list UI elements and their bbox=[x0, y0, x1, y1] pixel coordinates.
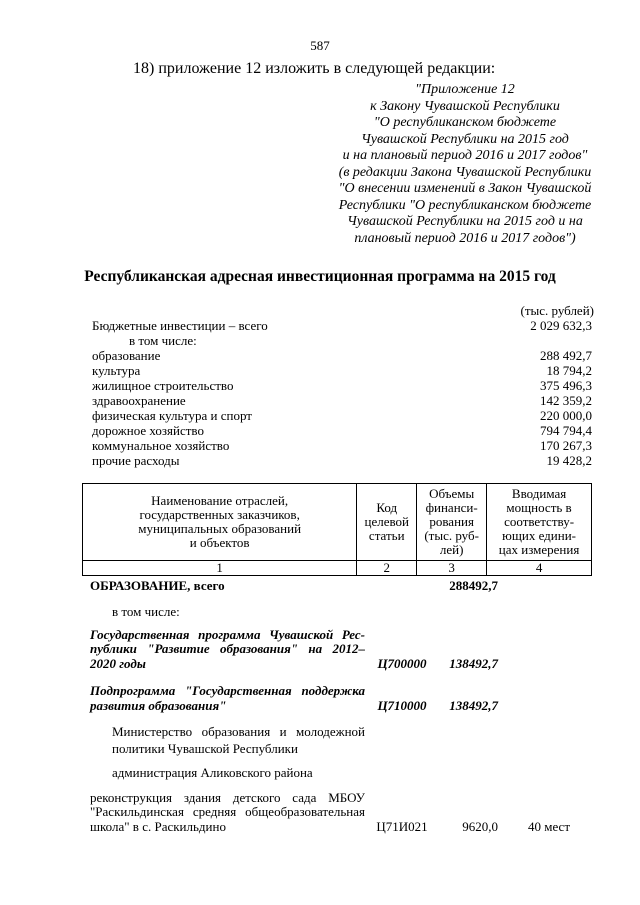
row-name-line: публики "Развитие образования" на 2012– bbox=[90, 641, 365, 656]
amendment-intro: 18) приложение 12 изложить в следующей редакции: bbox=[133, 60, 496, 77]
appendix-line: "О республиканском бюджете bbox=[373, 115, 557, 130]
header-line: рования bbox=[429, 514, 474, 529]
row-name bbox=[112, 723, 365, 757]
summary-row bbox=[92, 408, 592, 423]
summary-label: прочие расходы bbox=[92, 453, 180, 468]
document-title: Республиканская адресная инвестиционная программа на 2015 год bbox=[84, 268, 556, 285]
header-line: Код bbox=[376, 500, 398, 515]
row-code: Ц710000 bbox=[377, 698, 427, 713]
column-number: 4 bbox=[487, 561, 592, 576]
header-line: и объектов bbox=[189, 535, 250, 550]
appendix-line: плановый период 2016 и 2017 годов") bbox=[354, 230, 576, 246]
header-cell-capacity bbox=[487, 484, 592, 561]
summary-label: образование bbox=[92, 348, 161, 363]
summary-value: 375 496,3 bbox=[540, 378, 592, 393]
summary-value: 142 359,2 bbox=[540, 393, 592, 408]
row-name bbox=[90, 628, 365, 672]
summary-value: 288 492,7 bbox=[540, 348, 592, 363]
summary-value: 220 000,0 bbox=[540, 408, 592, 423]
table-header-row bbox=[83, 484, 592, 561]
summary-label: коммунальное хозяйство bbox=[92, 438, 230, 453]
row-amount: 9620,0 bbox=[462, 819, 498, 834]
appendix-line: "О внесении изменений в Закон Чувашской bbox=[338, 181, 592, 196]
row-name bbox=[90, 684, 365, 714]
column-number-row bbox=[83, 561, 592, 576]
summary-row bbox=[92, 438, 592, 453]
row-name-line: политики Чувашской Республики bbox=[112, 741, 298, 756]
summary-value: 2 029 632,3 bbox=[530, 318, 592, 333]
row-name-line: школа" в с. Раскильдино bbox=[90, 819, 226, 834]
appendix-line: и на плановый период 2016 и 2017 годов" bbox=[342, 148, 588, 163]
summary-row bbox=[92, 348, 592, 363]
row-capacity: 40 мест bbox=[527, 819, 571, 834]
header-cell-name bbox=[83, 484, 357, 561]
summary-row bbox=[92, 378, 592, 393]
header-line: Наименование отраслей, bbox=[151, 493, 289, 508]
units-note: (тыс. рублей) bbox=[520, 303, 594, 318]
row-code: Ц71И021 bbox=[376, 819, 428, 834]
header-line: финанси- bbox=[425, 500, 478, 515]
investment-table-header bbox=[82, 483, 592, 576]
row-name-line: Министерство образования и молодежной bbox=[112, 724, 365, 739]
header-line: статьи bbox=[368, 528, 405, 543]
header-cell-code bbox=[357, 484, 417, 561]
row-amount: 138492,7 bbox=[449, 656, 498, 671]
row-amount: 288492,7 bbox=[449, 578, 498, 593]
header-line: ющих едини- bbox=[502, 528, 576, 543]
header-line: (тыс. руб- bbox=[424, 528, 479, 543]
row-name-line: Подпрограмма "Государственная поддержка bbox=[90, 683, 365, 698]
row-name-line: "Раскильдинская средняя общеобразовательная bbox=[90, 804, 365, 819]
row-name-line: развития образования" bbox=[90, 698, 227, 713]
appendix-line: (в редакции Закона Чувашской Республики bbox=[338, 164, 592, 180]
row-name-line: 2020 годы bbox=[90, 656, 146, 671]
summary-value: 19 428,2 bbox=[546, 453, 592, 468]
summary-row bbox=[92, 333, 592, 348]
summary-label: культура bbox=[92, 363, 141, 378]
row-name: ОБРАЗОВАНИЕ, всего bbox=[90, 578, 225, 593]
row-name: администрация Аликовского района bbox=[112, 765, 313, 780]
summary-value: 18 794,2 bbox=[546, 363, 592, 378]
summary-value: 794 794,4 bbox=[540, 423, 592, 438]
summary-row bbox=[92, 423, 592, 438]
summary-label: Бюджетные инвестиции – всего bbox=[92, 318, 268, 333]
header-line: лей) bbox=[439, 542, 464, 557]
summary-label: здравоохранение bbox=[92, 393, 186, 408]
row-code: Ц700000 bbox=[377, 656, 427, 671]
header-cell-amount bbox=[417, 484, 487, 561]
row-amount: 138492,7 bbox=[449, 698, 498, 713]
row-name bbox=[90, 791, 365, 835]
appendix-heading bbox=[300, 82, 630, 247]
header-line: Объемы bbox=[429, 486, 475, 501]
summary-row bbox=[92, 363, 592, 378]
appendix-line: к Закону Чувашской Республики bbox=[370, 98, 560, 114]
column-number: 1 bbox=[83, 561, 357, 576]
summary-label: в том числе: bbox=[129, 333, 197, 348]
summary-value: 170 267,3 bbox=[540, 438, 592, 453]
summary-label: дорожное хозяйство bbox=[92, 423, 204, 438]
appendix-line: Чувашской Республики на 2015 год и на bbox=[347, 214, 583, 229]
header-line: муниципальных образований bbox=[138, 521, 302, 536]
header-line: Вводимая bbox=[511, 486, 567, 501]
header-line: целевой bbox=[364, 514, 409, 529]
summary-label: физическая культура и спорт bbox=[92, 408, 252, 423]
column-number: 3 bbox=[417, 561, 487, 576]
row-name: в том числе: bbox=[112, 604, 180, 619]
appendix-line: Чувашской Республики на 2015 год bbox=[361, 131, 569, 147]
summary-label: жилищное строительство bbox=[92, 378, 234, 393]
summary-row bbox=[92, 318, 592, 333]
column-number: 2 bbox=[357, 561, 417, 576]
header-line: мощность в bbox=[506, 500, 572, 515]
appendix-line: Республики "О республиканском бюджете bbox=[338, 197, 592, 213]
appendix-line: "Приложение 12 bbox=[415, 82, 515, 97]
header-line: государственных заказчиков, bbox=[139, 507, 300, 522]
header-line: соответству- bbox=[504, 514, 575, 529]
page-number: 587 bbox=[310, 38, 330, 53]
header-line: цах измерения bbox=[498, 542, 580, 557]
row-name-line: Государственная программа Чувашской Рес- bbox=[90, 627, 365, 642]
summary-row bbox=[92, 453, 592, 468]
row-name-line: реконструкция здания детского сада МБОУ bbox=[90, 790, 365, 805]
summary-row bbox=[92, 393, 592, 408]
